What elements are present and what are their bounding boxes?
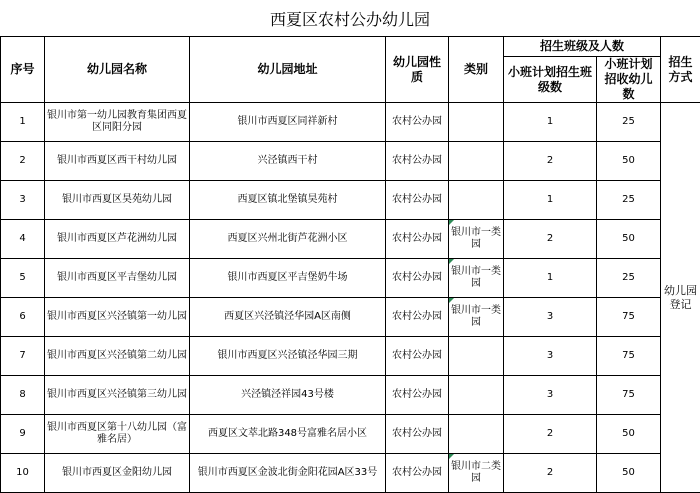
cell-address: 西夏区兴泾镇泾华园A区南侧 — [190, 298, 386, 337]
cell-name: 银川市西夏区兴泾镇第二幼儿园 — [45, 337, 190, 376]
cell-seq: 4 — [1, 220, 45, 259]
cell-category: 银川市二类园 — [449, 454, 504, 493]
cell-category: 银川市一类园 — [449, 220, 504, 259]
table-row — [1, 142, 700, 181]
table-row — [1, 181, 700, 220]
cell-classes: 3 — [504, 376, 597, 415]
cell-nature: 农村公办园 — [386, 220, 449, 259]
cell-children: 75 — [597, 376, 661, 415]
cell-category — [449, 142, 504, 181]
cell-nature: 农村公办园 — [386, 298, 449, 337]
cell-seq: 6 — [1, 298, 45, 337]
cell-nature: 农村公办园 — [386, 454, 449, 493]
cell-name: 银川市西夏区昊苑幼儿园 — [45, 181, 190, 220]
cell-method: 幼儿园登记 — [661, 103, 700, 493]
cell-children: 75 — [597, 298, 661, 337]
header-category: 类别 — [449, 37, 504, 103]
cell-classes: 2 — [504, 142, 597, 181]
cell-nature: 农村公办园 — [386, 259, 449, 298]
cell-name: 银川市西夏区金阳幼儿园 — [45, 454, 190, 493]
cell-nature: 农村公办园 — [386, 376, 449, 415]
table-row — [1, 454, 700, 493]
cell-address: 银川市西夏区兴泾镇泾华园三期 — [190, 337, 386, 376]
cell-category: 银川市一类园 — [449, 298, 504, 337]
table-row — [1, 220, 700, 259]
cell-name: 银川市西夏区平吉堡幼儿园 — [45, 259, 190, 298]
header-address: 幼儿园地址 — [190, 37, 386, 103]
table-row — [1, 103, 700, 142]
cell-address: 银川市西夏区平吉堡奶牛场 — [190, 259, 386, 298]
cell-name: 银川市第一幼儿园教育集团西夏区同阳分园 — [45, 103, 190, 142]
table-row — [1, 415, 700, 454]
table-row — [1, 259, 700, 298]
cell-seq: 9 — [1, 415, 45, 454]
cell-nature: 农村公办园 — [386, 142, 449, 181]
cell-nature: 农村公办园 — [386, 337, 449, 376]
header-seq: 序号 — [1, 37, 45, 103]
cell-name: 银川市西夏区兴泾镇第三幼儿园 — [45, 376, 190, 415]
cell-name: 银川市西夏区西干村幼儿园 — [45, 142, 190, 181]
cell-address: 西夏区兴州北街芦花洲小区 — [190, 220, 386, 259]
cell-category: 银川市一类园 — [449, 259, 504, 298]
cell-category — [449, 337, 504, 376]
header-children: 小班计划招收幼儿数 — [597, 57, 661, 103]
cell-classes: 2 — [504, 454, 597, 493]
header-nature: 幼儿园性质 — [386, 37, 449, 103]
page-title: 西夏区农村公办幼儿园 — [0, 0, 700, 36]
cell-seq: 7 — [1, 337, 45, 376]
cell-address: 银川市西夏区金波北街金阳花园A区33号 — [190, 454, 386, 493]
cell-seq: 10 — [1, 454, 45, 493]
header-classes: 小班计划招生班级数 — [504, 57, 597, 103]
cell-name: 银川市西夏区芦花洲幼儿园 — [45, 220, 190, 259]
cell-category — [449, 415, 504, 454]
header-method: 招生方式 — [661, 37, 700, 103]
table-body — [1, 103, 700, 493]
cell-children: 25 — [597, 103, 661, 142]
cell-address: 银川市西夏区同祥新村 — [190, 103, 386, 142]
cell-name: 银川市西夏区第十八幼儿园（富雅名居） — [45, 415, 190, 454]
cell-address: 兴泾镇泾祥园43号楼 — [190, 376, 386, 415]
cell-category — [449, 103, 504, 142]
header-name: 幼儿园名称 — [45, 37, 190, 103]
cell-classes: 3 — [504, 298, 597, 337]
cell-children: 50 — [597, 142, 661, 181]
cell-nature: 农村公办园 — [386, 103, 449, 142]
cell-classes: 2 — [504, 220, 597, 259]
cell-children: 50 — [597, 220, 661, 259]
cell-category — [449, 181, 504, 220]
cell-address: 兴泾镇西干村 — [190, 142, 386, 181]
cell-seq: 2 — [1, 142, 45, 181]
cell-classes: 2 — [504, 415, 597, 454]
cell-seq: 1 — [1, 103, 45, 142]
cell-category — [449, 376, 504, 415]
cell-classes: 3 — [504, 337, 597, 376]
cell-nature: 农村公办园 — [386, 181, 449, 220]
cell-children: 50 — [597, 454, 661, 493]
table-row — [1, 376, 700, 415]
table-row — [1, 298, 700, 337]
cell-name: 银川市西夏区兴泾镇第一幼儿园 — [45, 298, 190, 337]
table-row — [1, 337, 700, 376]
header-enroll-group: 招生班级及人数 — [504, 37, 661, 57]
cell-seq: 3 — [1, 181, 45, 220]
cell-address: 西夏区镇北堡镇昊苑村 — [190, 181, 386, 220]
cell-classes: 1 — [504, 103, 597, 142]
cell-children: 75 — [597, 337, 661, 376]
kindergarten-table — [0, 36, 700, 493]
cell-seq: 8 — [1, 376, 45, 415]
cell-children: 50 — [597, 415, 661, 454]
cell-children: 25 — [597, 181, 661, 220]
cell-nature: 农村公办园 — [386, 415, 449, 454]
cell-address: 西夏区文萃北路348号富雅名居小区 — [190, 415, 386, 454]
cell-classes: 1 — [504, 259, 597, 298]
cell-classes: 1 — [504, 181, 597, 220]
cell-children: 25 — [597, 259, 661, 298]
cell-seq: 5 — [1, 259, 45, 298]
